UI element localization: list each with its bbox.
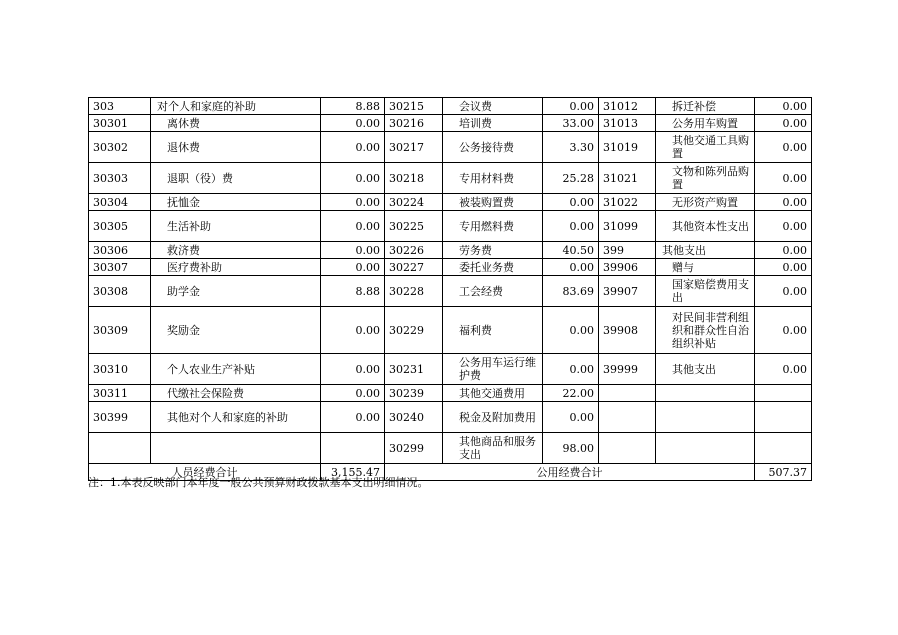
- expenditure-detail-table: [88, 97, 812, 481]
- item-name-cell: 退职（役）费: [151, 163, 321, 194]
- amount-cell: 98.00: [543, 433, 599, 464]
- item-name-cell: 公务用车运行维护费: [443, 354, 543, 385]
- code-cell: 30229: [385, 307, 443, 354]
- table-row: [89, 194, 812, 211]
- amount-cell: 0.00: [543, 354, 599, 385]
- public-total-label: 公用经费合计: [385, 464, 755, 481]
- amount-cell: 0.00: [321, 354, 385, 385]
- code-cell: 30216: [385, 115, 443, 132]
- amount-cell: 0.00: [755, 98, 812, 115]
- amount-cell: 0.00: [755, 163, 812, 194]
- item-name-cell: 劳务费: [443, 242, 543, 259]
- code-cell: 30224: [385, 194, 443, 211]
- code-cell: 39906: [599, 259, 656, 276]
- code-cell: 31013: [599, 115, 656, 132]
- table-row: [89, 98, 812, 115]
- code-cell: [599, 402, 656, 433]
- item-name-cell: 其他对个人和家庭的补助: [151, 402, 321, 433]
- amount-cell: [321, 433, 385, 464]
- table-row: [89, 402, 812, 433]
- item-name-cell: 文物和陈列品购置: [656, 163, 755, 194]
- code-cell: 30239: [385, 385, 443, 402]
- amount-cell: 0.00: [321, 385, 385, 402]
- code-cell: 31022: [599, 194, 656, 211]
- amount-cell: 0.00: [543, 402, 599, 433]
- code-cell: 30301: [89, 115, 151, 132]
- public-total-value: 507.37: [755, 464, 812, 481]
- code-cell: 31019: [599, 132, 656, 163]
- item-name-cell: [656, 402, 755, 433]
- amount-cell: 0.00: [321, 259, 385, 276]
- table-row: [89, 115, 812, 132]
- item-name-cell: 拆迁补偿: [656, 98, 755, 115]
- amount-cell: 0.00: [543, 307, 599, 354]
- code-cell: 30304: [89, 194, 151, 211]
- item-name-cell: 其他商品和服务支出: [443, 433, 543, 464]
- item-name-cell: 个人农业生产补贴: [151, 354, 321, 385]
- item-name-cell: 培训费: [443, 115, 543, 132]
- code-cell: 39908: [599, 307, 656, 354]
- item-name-cell: 生活补助: [151, 211, 321, 242]
- table-row: [89, 242, 812, 259]
- amount-cell: 25.28: [543, 163, 599, 194]
- code-cell: [599, 433, 656, 464]
- table-row: [89, 276, 812, 307]
- item-name-cell: 医疗费补助: [151, 259, 321, 276]
- amount-cell: 83.69: [543, 276, 599, 307]
- code-cell: 30303: [89, 163, 151, 194]
- item-name-cell: [656, 433, 755, 464]
- code-cell: 31012: [599, 98, 656, 115]
- code-cell: 30215: [385, 98, 443, 115]
- code-cell: 30399: [89, 402, 151, 433]
- table-row: [89, 211, 812, 242]
- amount-cell: 8.88: [321, 276, 385, 307]
- amount-cell: 0.00: [321, 132, 385, 163]
- amount-cell: 8.88: [321, 98, 385, 115]
- item-name-cell: 对民间非营利组织和群众性自治组织补贴: [656, 307, 755, 354]
- amount-cell: 0.00: [755, 354, 812, 385]
- code-cell: 30226: [385, 242, 443, 259]
- amount-cell: 33.00: [543, 115, 599, 132]
- code-cell: 39999: [599, 354, 656, 385]
- table-row: [89, 163, 812, 194]
- amount-cell: 0.00: [543, 211, 599, 242]
- item-name-cell: [656, 385, 755, 402]
- amount-cell: 0.00: [321, 242, 385, 259]
- amount-cell: 0.00: [321, 163, 385, 194]
- amount-cell: [755, 385, 812, 402]
- item-name-cell: 对个人和家庭的补助: [151, 98, 321, 115]
- code-cell: 31099: [599, 211, 656, 242]
- amount-cell: [755, 402, 812, 433]
- code-cell: 39907: [599, 276, 656, 307]
- amount-cell: 0.00: [755, 242, 812, 259]
- amount-cell: 0.00: [755, 132, 812, 163]
- code-cell: 30305: [89, 211, 151, 242]
- personnel-total-value: 3,155.47: [321, 464, 385, 481]
- code-cell: 30306: [89, 242, 151, 259]
- item-name-cell: 被装购置费: [443, 194, 543, 211]
- code-cell: 30240: [385, 402, 443, 433]
- amount-cell: 0.00: [755, 194, 812, 211]
- item-name-cell: 其他支出: [656, 242, 755, 259]
- code-cell: 30227: [385, 259, 443, 276]
- item-name-cell: 其他交通工具购置: [656, 132, 755, 163]
- code-cell: 30228: [385, 276, 443, 307]
- amount-cell: 0.00: [321, 402, 385, 433]
- item-name-cell: 赠与: [656, 259, 755, 276]
- item-name-cell: 退休费: [151, 132, 321, 163]
- table-row: [89, 385, 812, 402]
- item-name-cell: 专用燃料费: [443, 211, 543, 242]
- code-cell: 30231: [385, 354, 443, 385]
- item-name-cell: 其他支出: [656, 354, 755, 385]
- table-row: [89, 259, 812, 276]
- code-cell: 30225: [385, 211, 443, 242]
- amount-cell: 40.50: [543, 242, 599, 259]
- amount-cell: 0.00: [321, 115, 385, 132]
- code-cell: [599, 385, 656, 402]
- code-cell: 399: [599, 242, 656, 259]
- code-cell: 30299: [385, 433, 443, 464]
- amount-cell: 0.00: [321, 307, 385, 354]
- amount-cell: 0.00: [755, 276, 812, 307]
- code-cell: 30308: [89, 276, 151, 307]
- table-body: [89, 98, 812, 464]
- amount-cell: 0.00: [755, 115, 812, 132]
- item-name-cell: 其他资本性支出: [656, 211, 755, 242]
- table-row: [89, 433, 812, 464]
- item-name-cell: 会议费: [443, 98, 543, 115]
- item-name-cell: 公务用车购置: [656, 115, 755, 132]
- item-name-cell: 代缴社会保险费: [151, 385, 321, 402]
- table-footnote: 注：1.本表反映部门本年度一般公共预算财政拨款基本支出明细情况。: [88, 476, 429, 489]
- code-cell: 303: [89, 98, 151, 115]
- item-name-cell: 救济费: [151, 242, 321, 259]
- item-name-cell: 委托业务费: [443, 259, 543, 276]
- table-row: [89, 354, 812, 385]
- amount-cell: 0.00: [543, 98, 599, 115]
- personnel-total-label: 人员经费合计: [89, 464, 321, 481]
- code-cell: 30309: [89, 307, 151, 354]
- amount-cell: 0.00: [321, 211, 385, 242]
- amount-cell: 0.00: [321, 194, 385, 211]
- item-name-cell: 公务接待费: [443, 132, 543, 163]
- amount-cell: 0.00: [755, 307, 812, 354]
- amount-cell: 0.00: [543, 194, 599, 211]
- item-name-cell: 无形资产购置: [656, 194, 755, 211]
- item-name-cell: 助学金: [151, 276, 321, 307]
- amount-cell: 0.00: [543, 259, 599, 276]
- code-cell: 30218: [385, 163, 443, 194]
- table-row: [89, 132, 812, 163]
- amount-cell: [755, 433, 812, 464]
- item-name-cell: 工会经费: [443, 276, 543, 307]
- item-name-cell: 国家赔偿费用支出: [656, 276, 755, 307]
- item-name-cell: 抚恤金: [151, 194, 321, 211]
- item-name-cell: 专用材料费: [443, 163, 543, 194]
- code-cell: 31021: [599, 163, 656, 194]
- item-name-cell: 其他交通费用: [443, 385, 543, 402]
- amount-cell: 3.30: [543, 132, 599, 163]
- amount-cell: 22.00: [543, 385, 599, 402]
- item-name-cell: 离休费: [151, 115, 321, 132]
- item-name-cell: [151, 433, 321, 464]
- item-name-cell: 福利费: [443, 307, 543, 354]
- code-cell: 30217: [385, 132, 443, 163]
- amount-cell: 0.00: [755, 211, 812, 242]
- table-row: [89, 307, 812, 354]
- code-cell: 30307: [89, 259, 151, 276]
- amount-cell: 0.00: [755, 259, 812, 276]
- item-name-cell: 奖励金: [151, 307, 321, 354]
- code-cell: 30311: [89, 385, 151, 402]
- item-name-cell: 税金及附加费用: [443, 402, 543, 433]
- code-cell: 30310: [89, 354, 151, 385]
- code-cell: [89, 433, 151, 464]
- code-cell: 30302: [89, 132, 151, 163]
